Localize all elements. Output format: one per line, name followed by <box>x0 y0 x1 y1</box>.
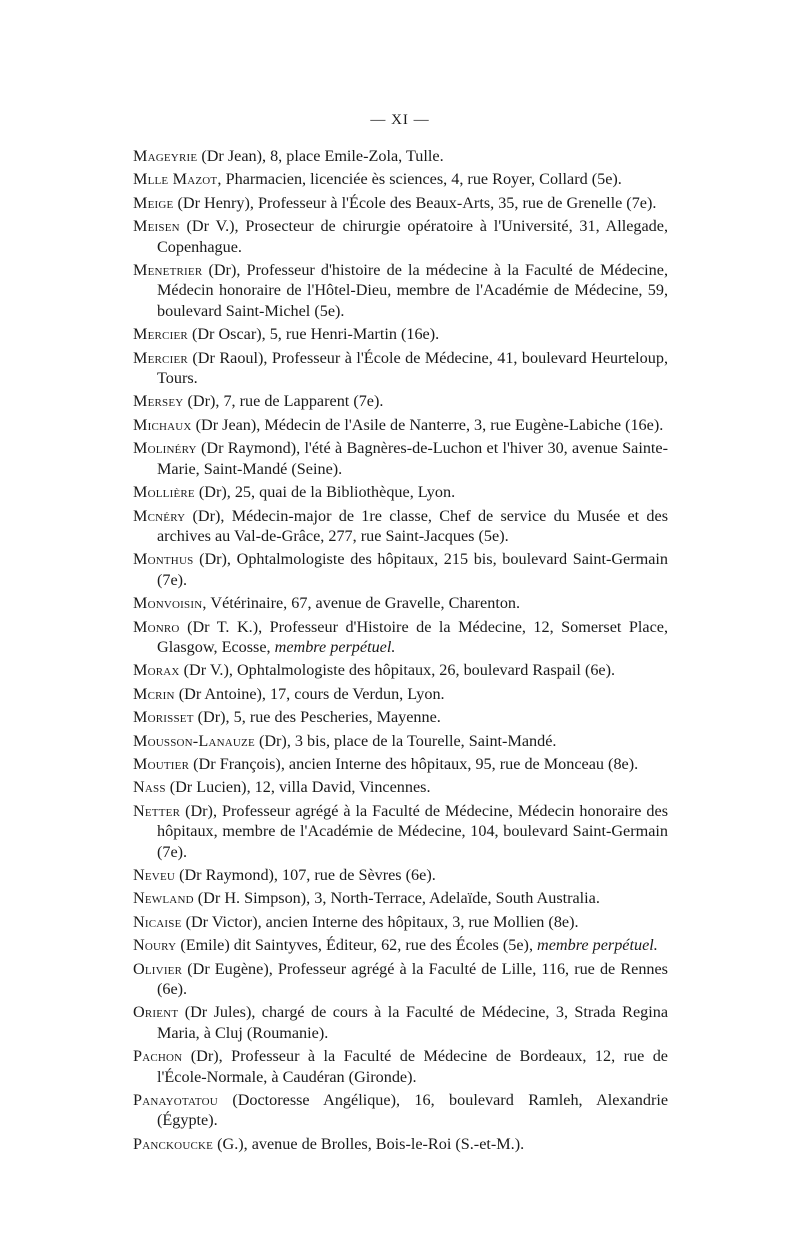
list-item <box>133 707 668 727</box>
member-details: (Dr Henry), Professeur à l'École des Beaux-Arts, 35, rue de Grenelle (7e). <box>177 193 657 212</box>
list-item <box>133 169 668 189</box>
list-item <box>133 1090 668 1131</box>
list-item <box>133 1002 668 1043</box>
list-item <box>133 324 668 344</box>
member-details: (Dr Lucien), 12, villa David, Vincennes. <box>169 778 431 797</box>
list-item <box>133 193 668 213</box>
list-item <box>133 684 668 704</box>
list-item <box>133 959 668 1000</box>
member-name: Morisset <box>133 708 194 727</box>
list-item <box>133 1046 668 1087</box>
member-details: (Dr Jean), Médecin de l'Asile de Nanterre, 3, rue Eugène-Labiche (16e). <box>195 415 664 434</box>
member-details: (Emile) dit Saintyves, Éditeur, 62, rue des Écoles (5e), <box>180 936 533 955</box>
member-details: (Dr), 7, rue de Lapparent (7e). <box>187 392 384 411</box>
member-details: (Dr Jules), chargé de cours à la Faculté de Médecine, 3, Strada Regina Maria, à Cluj (Roumanie). <box>157 1003 668 1042</box>
member-details: (Dr Victor), ancien Interne des hôpitaux, 3, rue Mollien (8e). <box>185 912 579 931</box>
member-name: Mercier <box>133 325 188 344</box>
member-details: Pharmacien, licenciée ès sciences, 4, rue Royer, Collard (5e). <box>225 170 622 189</box>
member-name: Mersey <box>133 392 184 411</box>
member-name: Mlle Mazot, <box>133 170 222 189</box>
member-details: (Dr H. Simpson), 3, North-Terrace, Adelaïde, South Australia. <box>197 889 600 908</box>
member-details: (Dr Raoul), Professeur à l'École de Médecine, 41, boulevard Heurteloup, Tours. <box>157 348 669 388</box>
member-details: (Dr), Professeur agrégé à la Faculté de Médecine, Médecin honoraire des hôpitaux, membre de l'Académie de Médecine, 104, boulevard Saint-Germain (7e). <box>157 801 668 861</box>
member-name: Mageyrie <box>133 147 198 165</box>
member-name: Michaux <box>133 415 192 434</box>
member-name: Orient <box>133 1003 179 1022</box>
member-name: Mcrin <box>133 684 175 703</box>
member-details: (Dr François), ancien Interne des hôpitaux, 95, rue de Monceau (8e). <box>193 754 639 773</box>
list-item <box>133 482 668 502</box>
list-item <box>133 415 668 435</box>
list-item <box>133 438 668 479</box>
member-details: (Dr), 5, rue des Pescheries, Mayenne. <box>197 708 441 727</box>
page-number: — XI — <box>370 112 430 128</box>
list-item <box>133 617 668 658</box>
member-name: Mcnéry <box>133 506 186 525</box>
member-details: (Dr), Professeur à la Faculté de Médecine de Bordeaux, 12, rue de l'École-Normale, à Caudéran (Gironde). <box>157 1047 668 1086</box>
list-item <box>133 801 668 862</box>
member-name: Mollière <box>133 483 195 502</box>
list-item <box>133 391 668 411</box>
member-name: Nicaise <box>133 912 182 931</box>
member-name: Mercier <box>133 348 188 367</box>
member-name: Mousson-Lanauze <box>133 731 255 750</box>
member-name: Newland <box>133 889 194 908</box>
member-name: Nass <box>133 778 166 797</box>
list-item <box>133 593 668 613</box>
member-name: Netter <box>133 801 181 820</box>
member-details: (Dr), Médecin-major de 1re classe, Chef de service du Musée et des archives au Val-de-Grâce, 277, rue Saint-Jacques (5e). <box>157 506 668 545</box>
member-details: (G.), avenue de Brolles, Bois-le-Roi (S.-et-M.). <box>217 1134 525 1153</box>
member-name: Moutier <box>133 754 190 773</box>
member-name: Monro <box>133 617 180 636</box>
list-item <box>133 754 668 774</box>
member-name: Pachon <box>133 1047 183 1066</box>
member-name: Meige <box>133 193 174 212</box>
member-details: (Dr), Ophtalmologiste des hôpitaux, 215 bis, boulevard Saint-Germain (7e). <box>157 550 668 589</box>
list-item <box>133 506 668 547</box>
member-details: (Doctoresse Angélique), 16, boulevard Ramleh, Alexandrie (Égypte). <box>157 1091 669 1130</box>
list-item <box>133 348 668 389</box>
member-name: Morax <box>133 661 180 680</box>
list-item <box>133 1134 668 1154</box>
list-item <box>133 865 668 885</box>
member-name: Molinéry <box>133 439 197 458</box>
list-item <box>133 777 668 797</box>
list-item <box>133 216 668 257</box>
member-status: membre perpétuel. <box>537 936 658 955</box>
member-details: (Dr Raymond), 107, rue de Sèvres (6e). <box>179 866 436 884</box>
list-item <box>133 549 668 590</box>
member-details: (Dr Oscar), 5, rue Henri-Martin (16e). <box>191 325 440 344</box>
member-name: Neveu <box>133 866 176 884</box>
directory-list <box>133 146 668 1157</box>
list-item <box>133 912 668 932</box>
member-details: (Dr Eugène), Professeur agrégé à la Faculté de Lille, 116, rue de Rennes (6e). <box>157 959 668 999</box>
member-details: (Dr T. K.), Professeur d'Histoire de la Médecine, 12, Somerset Place, Glasgow, Ecosse, <box>157 617 669 656</box>
member-name: Noury <box>133 936 177 955</box>
member-details: (Dr), Professeur d'histoire de la médecine à la Faculté de Médecine, Médecin honoraire de l'Hôtel-Dieu, membre de l'Académie de Médecine, 59, boulevard Saint-Michel (5e). <box>157 261 668 320</box>
member-details: (Dr Raymond), l'été à Bagnères-de-Luchon et l'hiver 30, avenue Sainte-Marie, Saint-Mandé (Seine). <box>157 439 669 478</box>
list-item <box>133 731 668 751</box>
list-item <box>133 660 668 680</box>
member-details: (Dr Jean), 8, place Emile-Zola, Tulle. <box>201 147 444 165</box>
member-name: Meisen <box>133 217 180 236</box>
member-details: (Dr Antoine), 17, cours de Verdun, Lyon. <box>178 684 445 703</box>
member-details: Vétérinaire, 67, avenue de Gravelle, Charenton. <box>210 594 521 613</box>
list-item <box>133 260 668 321</box>
member-details: (Dr V.), Prosecteur de chirurgie opératoire à l'Université, 31, Allegade, Copenhague. <box>157 217 668 256</box>
member-name: Monvoisin, <box>133 594 207 613</box>
list-item <box>133 146 668 166</box>
member-name: Monthus <box>133 550 194 569</box>
list-item <box>133 935 668 955</box>
member-name: Panayotatou <box>133 1091 218 1110</box>
member-details: (Dr V.), Ophtalmologiste des hôpitaux, 26, boulevard Raspail (6e). <box>183 661 616 680</box>
member-name: Menetrier <box>133 261 203 280</box>
member-name: Panckoucke <box>133 1134 214 1153</box>
member-status: membre perpétuel. <box>274 637 396 656</box>
member-details: (Dr), 25, quai de la Bibliothèque, Lyon. <box>198 483 456 502</box>
member-details: (Dr), 3 bis, place de la Tourelle, Saint-Mandé. <box>258 731 557 750</box>
list-item <box>133 888 668 908</box>
member-name: Olivier <box>133 959 183 978</box>
